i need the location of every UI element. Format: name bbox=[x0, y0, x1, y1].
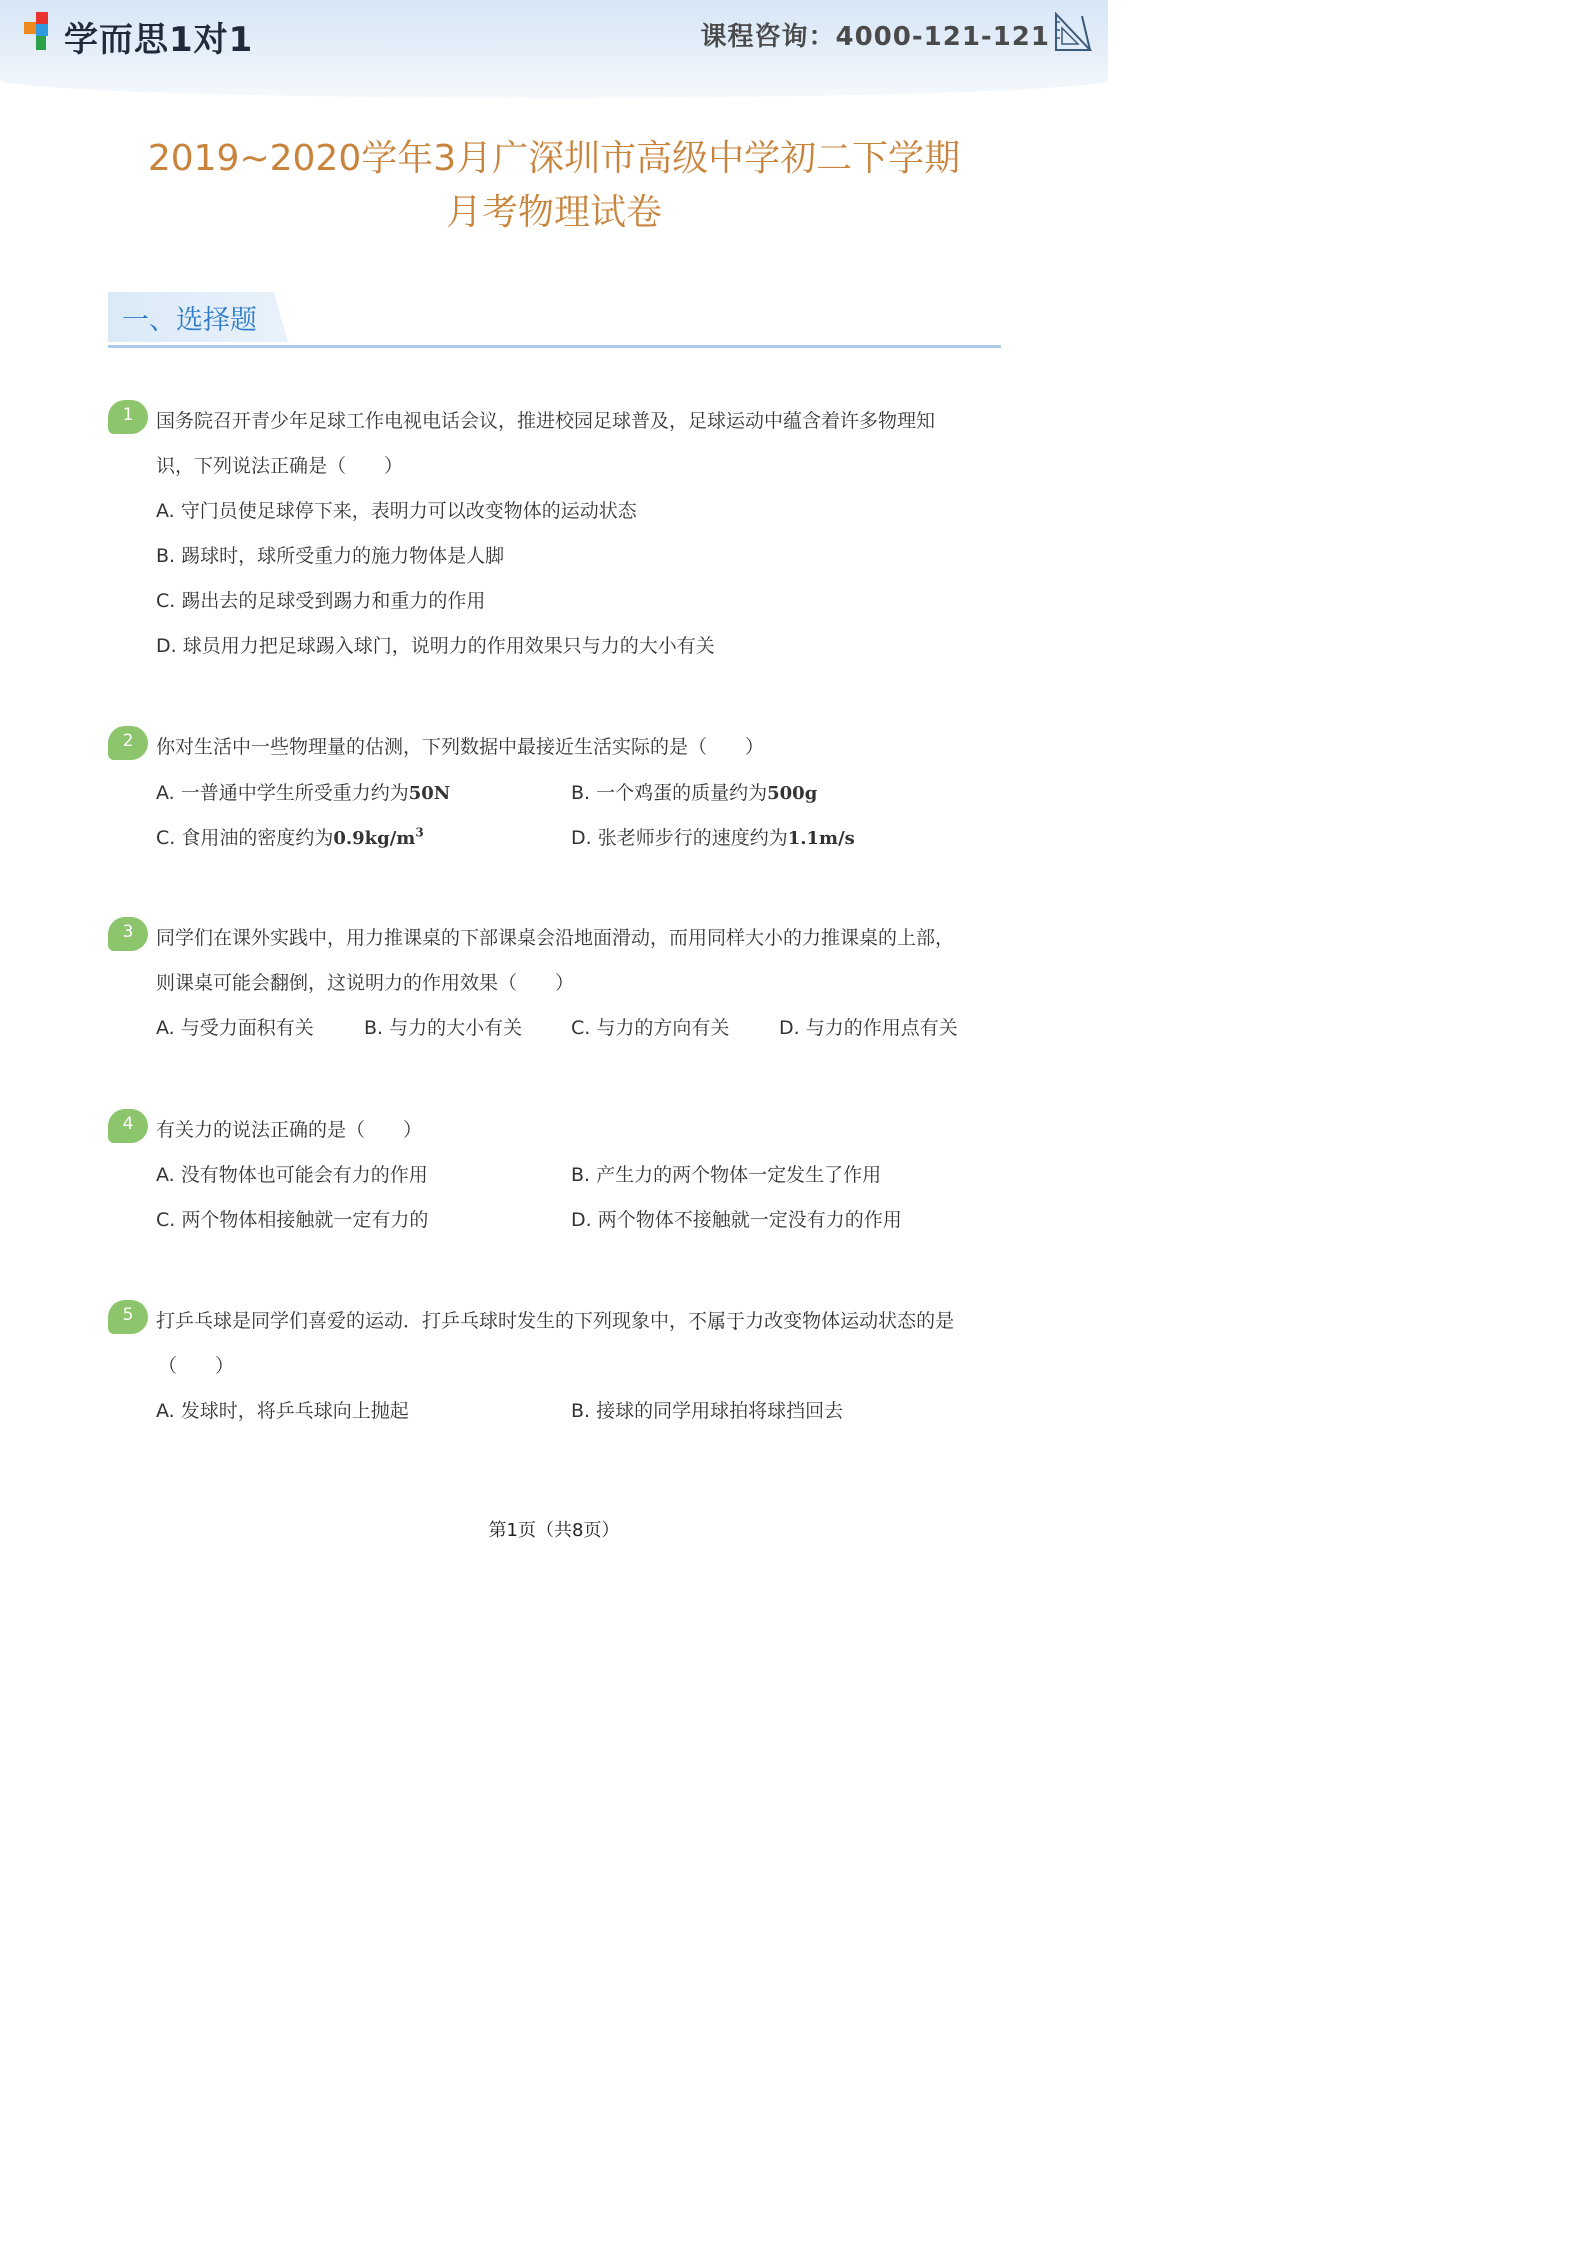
option-text: B. 一个鸡蛋的质量约为 bbox=[571, 782, 768, 804]
exam-title-line1: 2019~2020学年3月广深圳市高级中学初二下学期 bbox=[147, 138, 961, 179]
option-c[interactable]: C. 踢出去的足球受到踢力和重力的作用 bbox=[156, 590, 486, 612]
option-b[interactable] bbox=[571, 778, 817, 805]
logo-icon bbox=[20, 8, 60, 56]
exam-title-line2: 月考物理试卷 bbox=[445, 192, 662, 233]
section-header bbox=[108, 292, 1001, 348]
option-text: D. 张老师步行的速度约为 bbox=[571, 827, 788, 849]
question-stem: 同学们在课外实践中，用力推课桌的下部课桌会沿地面滑动，而用同样大小的力推课桌的上部， bbox=[156, 927, 955, 949]
hotline-text: 课程咨询：4000-121-121 bbox=[700, 22, 1050, 52]
stem-text: 力改变物体运动状态的是 bbox=[745, 1310, 955, 1332]
option-value-superscript: 3 bbox=[415, 825, 424, 840]
option-value: 0.9kg/m bbox=[333, 828, 416, 849]
option-b[interactable]: B. 接球的同学用球拍将球挡回去 bbox=[571, 1400, 844, 1422]
question-stem: （ ） bbox=[158, 1355, 235, 1377]
page-number: 第1页（共8页） bbox=[488, 1520, 620, 1541]
question-stem: 有关力的说法正确的是（ ） bbox=[156, 1119, 423, 1141]
option-b[interactable]: B. 踢球时，球所受重力的施力物体是人脚 bbox=[156, 545, 505, 567]
option-b[interactable]: B. 产生力的两个物体一定发生了作用 bbox=[571, 1164, 882, 1186]
brand-logo bbox=[20, 8, 270, 60]
option-b[interactable]: B. 与力的大小有关 bbox=[364, 1017, 523, 1039]
question-number-badge: 3 bbox=[108, 917, 148, 951]
question-stem: 国务院召开青少年足球工作电视电话会议，推进校园足球普及，足球运动中蕴含着许多物理知 bbox=[156, 410, 936, 432]
question-stem: 则课桌可能会翻倒，这说明力的作用效果（ ） bbox=[156, 972, 575, 994]
option-d[interactable]: D. 两个物体不接触就一定没有力的作用 bbox=[571, 1209, 902, 1231]
option-value: 50N bbox=[408, 783, 451, 804]
question-number-badge: 4 bbox=[108, 1109, 148, 1143]
emphasized-char: 不 bbox=[688, 1310, 708, 1332]
emphasized-char: 属 bbox=[707, 1310, 727, 1332]
option-a[interactable]: A. 没有物体也可能会有力的作用 bbox=[156, 1164, 428, 1186]
option-c[interactable] bbox=[156, 823, 424, 850]
option-a[interactable]: A. 发球时，将乒乓球向上抛起 bbox=[156, 1400, 409, 1422]
option-d[interactable]: D. 与力的作用点有关 bbox=[779, 1017, 958, 1039]
exam-title bbox=[100, 132, 1008, 240]
option-c[interactable]: C. 两个物体相接触就一定有力的 bbox=[156, 1209, 429, 1231]
logo-text: 学而思1对1 bbox=[64, 20, 254, 60]
option-a[interactable]: A. 与受力面积有关 bbox=[156, 1017, 314, 1039]
question-stem: 识，下列说法正确是（ ） bbox=[156, 455, 404, 477]
page-header bbox=[0, 0, 1108, 98]
option-text: A. 一普通中学生所受重力约为 bbox=[156, 782, 409, 804]
option-d[interactable]: D. 球员用力把足球踢入球门，说明力的作用效果只与力的大小有关 bbox=[156, 635, 715, 657]
option-c[interactable]: C. 与力的方向有关 bbox=[571, 1017, 730, 1039]
option-value: 500g bbox=[767, 783, 818, 804]
emphasized-char: 于 bbox=[726, 1310, 746, 1332]
stem-text: 打乒乓球是同学们喜爱的运动．打乒乓球时发生的下列现象中， bbox=[156, 1310, 689, 1332]
option-value: 1.1m/s bbox=[787, 828, 855, 849]
question-number-badge: 5 bbox=[108, 1300, 148, 1334]
question-number-badge: 1 bbox=[108, 400, 148, 434]
question-number-badge: 2 bbox=[108, 726, 148, 760]
option-a[interactable] bbox=[156, 778, 450, 805]
question-stem: 你对生活中一些物理量的估测，下列数据中最接近生活实际的是（ ） bbox=[156, 736, 765, 758]
option-d[interactable] bbox=[571, 823, 855, 850]
ruler-triangle-icon bbox=[1054, 12, 1092, 52]
option-a[interactable]: A. 守门员使足球停下来，表明力可以改变物体的运动状态 bbox=[156, 500, 637, 522]
option-text: C. 食用油的密度约为 bbox=[156, 827, 334, 849]
question-stem bbox=[156, 1306, 954, 1333]
section-label: 一、选择题 bbox=[122, 305, 257, 336]
